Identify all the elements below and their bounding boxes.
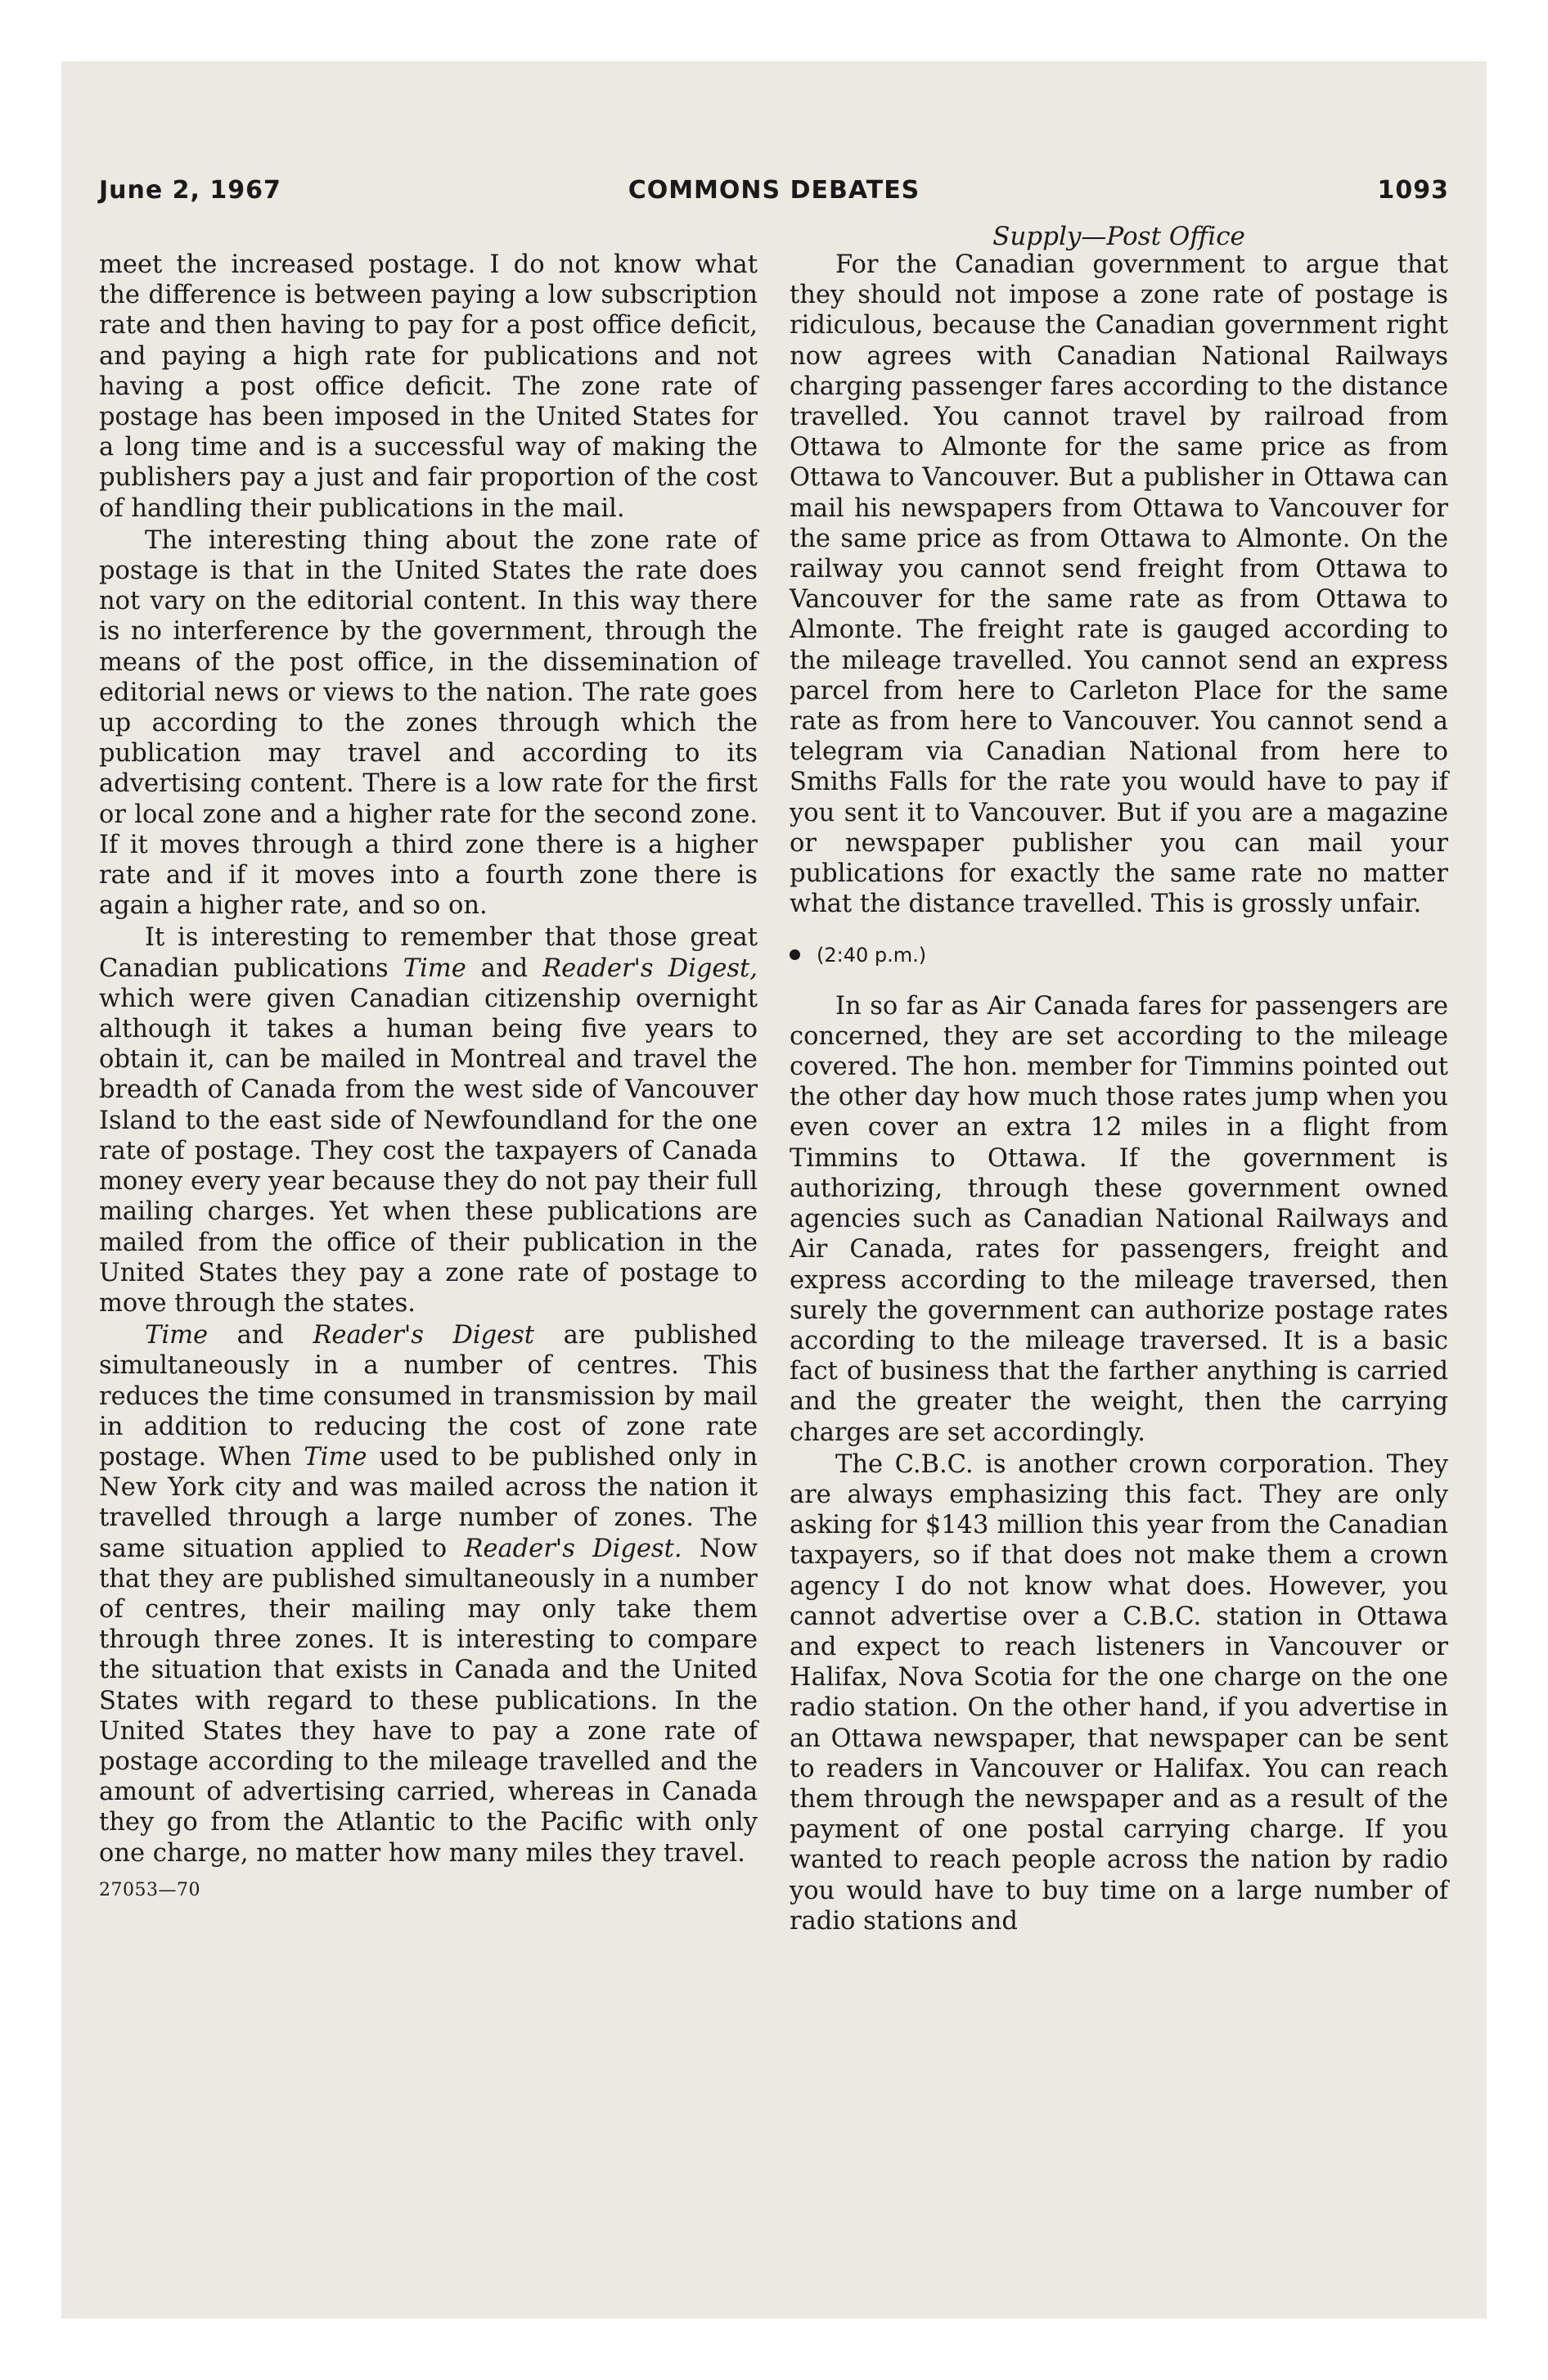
publication-name-time: Time <box>304 1442 367 1472</box>
text-run: are published simultaneously in a number of centres. This reduces the time consumed in transmission by mail in addition to reducing the cost of zone rate postage. When <box>99 1321 758 1472</box>
header-page-number: 1093 <box>1377 176 1449 205</box>
right-paragraph-2: In so far as Air Canada fares for passengers are concerned, they are set according to the mileage covered. The hon. member for Timmins pointed out the other day how much those rates jump when you even cover an extra 12 miles in a flight from Timmins to Ottawa. If the government is authorizing, through these government owned agencies such as Canadian National Railways and Air Canada, rates for passengers, freight and express according to the mileage traversed, then surely the government can authorize postage rates according to the mileage traversed. It is a basic fact of business that the farther anything is carried and the greater the weight, then the carrying charges are set accordingly. <box>790 991 1448 1447</box>
publication-name-readers-digest: Reader's Digest, <box>542 953 758 983</box>
left-paragraph-2: The interesting thing about the zone rate of postage is that in the United States the rate does not vary on the editorial content. In this way there is no interference by the government, through the means of the post office, in the dissemination of editorial news or views to the nation. The rate goes up according to the zones through which the publication may travel and according to its advertising content. There is a low rate for the first or local zone and a higher rate for the second zone. If it moves through a third zone there is a higher rate and if it moves into a fourth zone there is again a higher rate, and so on. <box>99 525 758 921</box>
header-title: COMMONS DEBATES <box>628 176 920 205</box>
text-run: which were given Canadian citizenship overnight although it takes a human being five years to obtain it, can be mailed in Montreal and travel the breadth of Canada from the west side of Vancouver Island to the east side of Newfoundland for the one rate of postage. They cost the taxpayers of Canada money every year because they do not pay their full mailing charges. Yet when these publications are mailed from the office of their publication in the United States they pay a zone rate of postage to move through the states. <box>99 984 758 1318</box>
section-heading: Supply—Post Office <box>992 222 1245 251</box>
right-paragraph-3: The C.B.C. is another crown corporation. They are always emphasizing this fact. They are only asking for $143 million this year from the Canadian taxpayers, so if that does not make them a crown agency I do not know what does. However, you cannot advertise over a C.B.C. station in Ottawa and expect to reach listeners in Vancouver or Halifax, Nova Scotia for the one charge on the one radio station. On the other hand, if you advertise in an Ottawa newspaper, that newspaper can be sent to readers in Vancouver or Halifax. You can reach them through the newspaper and as a result of the payment of one postal carrying charge. If you wanted to reach people across the nation by radio you would have to buy time on a large number of radio stations and <box>790 1449 1448 1936</box>
text-run: and <box>466 953 543 983</box>
left-paragraph-4 <box>99 1320 758 1868</box>
publication-name-time: Time <box>145 1321 209 1350</box>
publication-name-time: Time <box>403 953 466 983</box>
text-run: Now that they are published simultaneously in a number of centres, their mailing may only take them through three zones. It is interesting to compare the situation that exists in Canada and the United States with regard to these publications. In the United States they have to pay a zone rate of postage according to the mileage travelled and the amount of advertising carried, whereas in Canada they go from the Atlantic to the Pacific with only one charge, no matter how many miles they travel. <box>99 1534 758 1868</box>
document-page <box>61 61 1487 2319</box>
left-paragraph-3 <box>99 922 758 1318</box>
header-date: June 2, 1967 <box>99 176 281 205</box>
footer-code: 27053—70 <box>99 1879 200 1900</box>
text-run: used to be published only in New York city and was mailed across the nation it travelled through a large number of zones. The same situation applied to <box>99 1442 758 1563</box>
timestamp <box>790 940 1448 971</box>
page-header <box>99 176 1449 217</box>
timestamp-text: (2:40 p.m.) <box>817 944 927 967</box>
right-column <box>790 222 1448 1936</box>
bullet-icon <box>790 949 800 960</box>
publication-name-readers-digest: Reader's Digest. <box>464 1534 682 1563</box>
left-paragraph-1: meet the increased postage. I do not know what the difference is between paying a low subscription rate and then having to pay for a post office deficit, and paying a high rate for publications and not having a post office deficit. The zone rate of postage has been imposed in the United States for a long time and is a successful way of making the publishers pay a just and fair proportion of the cost of handling their publications in the mail. <box>99 250 758 523</box>
text-run: and <box>208 1321 313 1350</box>
text-run: It is interesting to remember that those great Canadian publications <box>99 923 758 983</box>
left-column <box>99 250 758 1905</box>
publication-name-readers-digest: Reader's Digest <box>313 1321 535 1350</box>
right-paragraph-1: For the Canadian government to argue that they should not impose a zone rate of postage is ridiculous, because the Canadian government right now agrees with Canadian National Railways charging passenger fares according to the distance travelled. You cannot travel by railroad from Ottawa to Almonte for the same price as from Ottawa to Vancouver. But a publisher in Ottawa can mail his newspapers from Ottawa to Vancouver for the same price as from Ottawa to Almonte. On the railway you cannot send freight from Ottawa to Vancouver for the same rate as from Ottawa to Almonte. The freight rate is gauged according to the mileage travelled. You cannot send an express parcel from here to Carleton Place for the same rate as from here to Vancouver. You cannot send a telegram via Canadian National from here to Smiths Falls for the rate you would have to pay if you sent it to Vancouver. But if you are a magazine or newspaper publisher you can mail your publications for exactly the same rate no matter what the distance travelled. This is grossly unfair. <box>790 250 1448 919</box>
